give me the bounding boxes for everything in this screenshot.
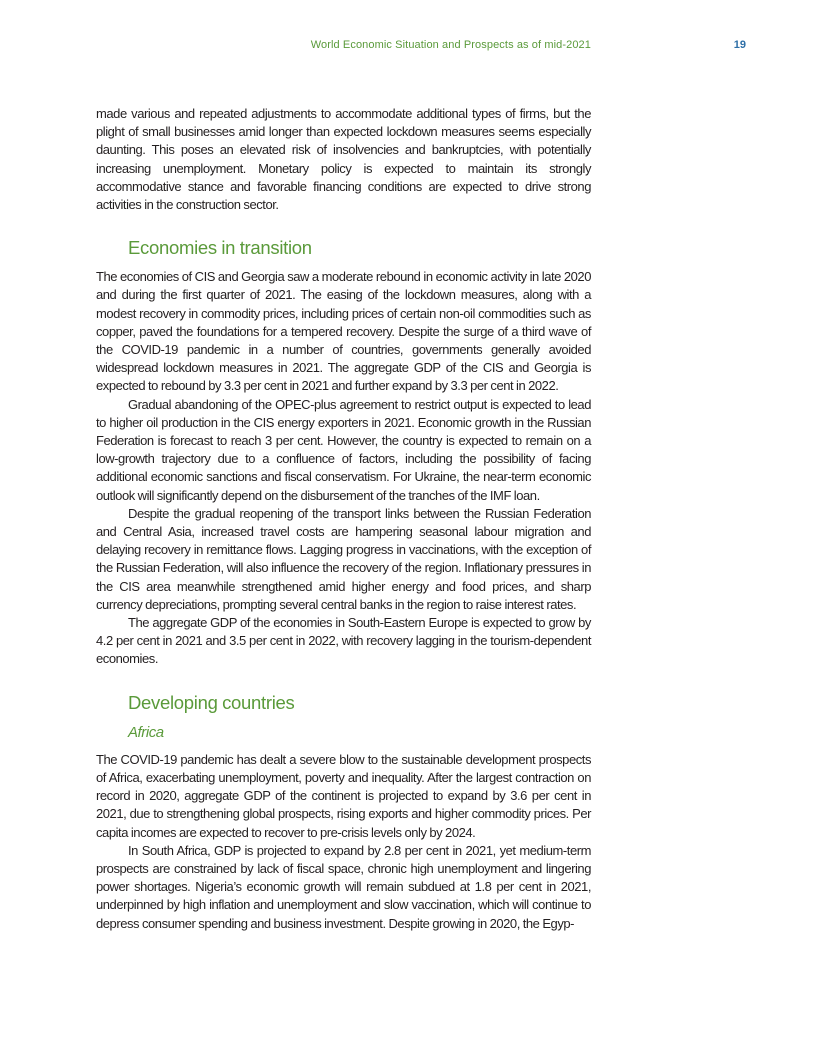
page-number: 19 bbox=[733, 39, 746, 51]
subsection-heading-africa: Africa bbox=[128, 723, 164, 741]
section-heading-developing-countries: Developing countries bbox=[128, 691, 295, 713]
africa-paragraph-1: The COVID-19 pandemic has dealt a severe blow to the sustainable development prospects of Africa, exacerbating unemployment, poverty and inequality. After the largest contraction on record in 2020, aggregate GDP of the continent is projected to expand by 3.6 per cent in 2021, due to strengthening global prospects, rising exports and higher commodity prices. Per capita incomes are expected to recover to pre-crisis levels only by 2024. bbox=[96, 751, 591, 840]
transition-paragraph-3: Despite the gradual reopening of the transport links between the Russian Federation and Central Asia, increased travel costs are hampering seasonal labour migration and delaying recovery in remittance flows. Lagging progress in vaccinations, with the exception of the Russian Federation, will also influence the recovery of the region. Inflationary pressures in the CIS area meanwhile strengthened amid higher energy and food prices, and sharp currency depreciations, prompting several central banks in the region to raise interest rates. bbox=[96, 505, 591, 612]
transition-paragraph-2: Gradual abandoning of the OPEC-plus agreement to restrict output is expected to lead to higher oil production in the CIS energy exporters in 2021. Economic growth in the Russian Federation is forecast to reach 3 per cent. However, the country is expected to remain on a low-growth trajectory due to a confluence of factors, including the possibility of facing additional economic sanctions and fiscal conservatism. For Ukraine, the near-term economic outlook will significantly depend on the disbursement of the tranches of the IMF loan. bbox=[96, 396, 591, 503]
body-column bbox=[96, 105, 591, 933]
running-header-title: World Economic Situation and Prospects as of mid-2021 bbox=[310, 39, 591, 51]
africa-paragraph-2: In South Africa, GDP is projected to expand by 2.8 per cent in 2021, yet medium-term prospects are constrained by lack of fiscal space, chronic high unemployment and lingering power shortages. Nigeria’s economic growth will remain subdued at 1.8 per cent in 2021, underpinned by high inflation and unemployment and slow vaccination, which will continue to depress consumer spending and business investment. Despite growing in 2020, the Egyp- bbox=[96, 842, 591, 931]
section-heading-economies-in-transition: Economies in transition bbox=[128, 237, 312, 259]
intro-paragraph: made various and repeated adjustments to accommodate additional types of firms, but the plight of small businesses amid longer than expected lockdown measures seems especially daunting. This poses an elevated risk of insolvencies and bankruptcies, with potentially increasing unemployment. Monetary policy is expected to maintain its strongly accommodative stance and favorable financing conditions are expected to drive strong activities in the construction sector. bbox=[96, 106, 591, 213]
transition-paragraph-4: The aggregate GDP of the economies in South-Eastern Europe is expected to grow by 4.2 per cent in 2021 and 3.5 per cent in 2022, with recovery lagging in the tourism-dependent economies. bbox=[96, 615, 591, 667]
transition-paragraph-1: The economies of CIS and Georgia saw a moderate rebound in economic activity in late 2020 and during the first quarter of 2021. The easing of the lockdown measures, along with a modest recovery in commodity prices, including prices of certain non-oil commodities such as copper, paved the foundations for a tempered recovery. Despite the surge of a third wave of the COVID-19 pandemic in a number of countries, governments generally avoided widespread lockdown measures in 2021. The aggregate GDP of the CIS and Georgia is expected to rebound by 3.3 per cent in 2021 and further expand by 3.3 per cent in 2022. bbox=[96, 269, 591, 394]
